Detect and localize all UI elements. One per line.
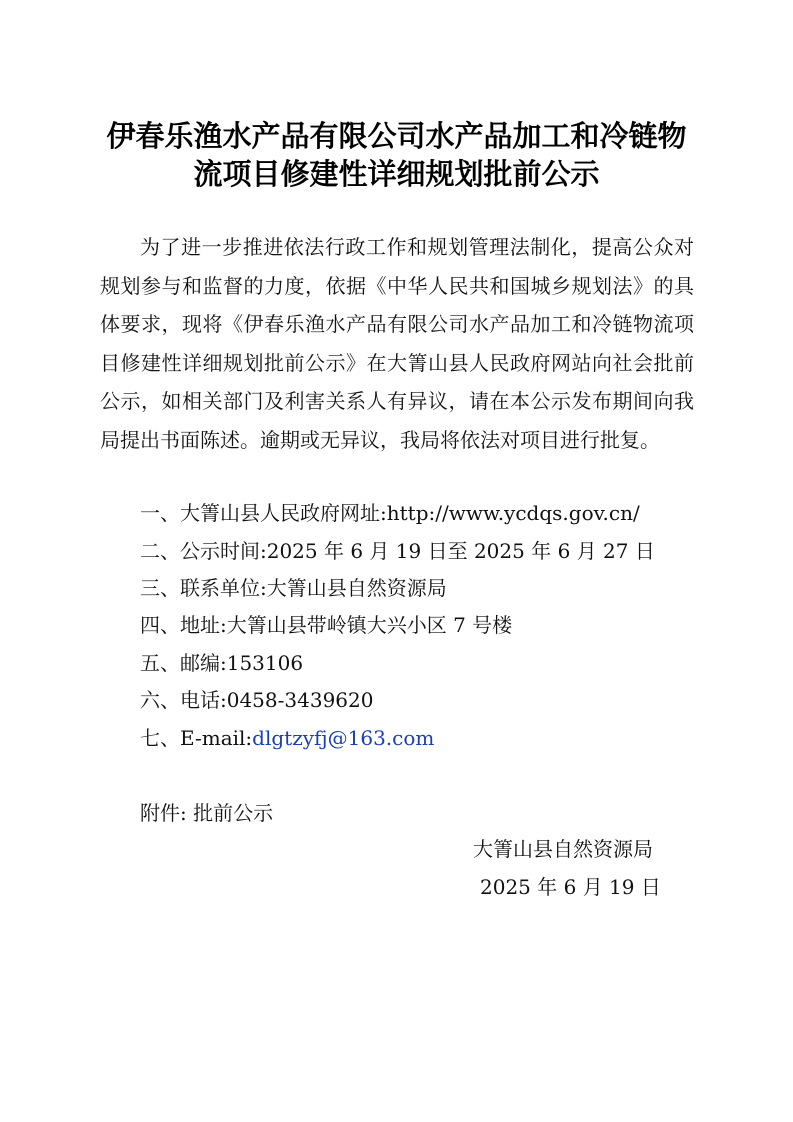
item-email [140, 722, 434, 751]
signature-org: 大箐山县自然资源局 [473, 837, 653, 861]
item-period: 二、公示时间:2025 年 6 月 19 日至 2025 年 6 月 27 日 [140, 539, 655, 563]
item-unit: 三、联系单位:大箐山县自然资源局 [140, 576, 447, 600]
item-website: 一、大箐山县人民政府网址:http://www.ycdqs.gov.cn/ [140, 501, 640, 525]
title-line-2: 流项目修建性详细规划批前公示 [193, 157, 600, 191]
body-text [100, 228, 694, 459]
attachment-line: 附件: 批前公示 [140, 801, 274, 825]
signature-date: 2025 年 6 月 19 日 [480, 875, 661, 899]
email-link[interactable]: dlgtzyfj@163.com [252, 726, 435, 750]
item-address: 四、地址:大箐山县带岭镇大兴小区 7 号楼 [140, 613, 513, 637]
notice-paragraph: 为了进一步推进依法行政工作和规划管理法制化，提高公众对规划参与和监督的力度，依据《中华人民共和国城乡规划法》的具体要求，现将《伊春乐渔水产品有限公司水产品加工和冷链物流项目修建性详细规划批前公示》在大箐山县人民政府网站向社会批前公示，如相关部门及利害关系人有异议，请在本公示发布期间向我局提出书面陈述。逾期或无异议，我局将依法对项目进行批复。 [100, 235, 694, 452]
item-postcode: 五、邮编:153106 [140, 651, 304, 675]
title-line-1: 伊春乐渔水产品有限公司水产品加工和冷链物 [106, 119, 687, 153]
email-label: 七、E-mail: [140, 726, 253, 750]
item-phone: 六、电话:0458-3439620 [140, 688, 374, 712]
